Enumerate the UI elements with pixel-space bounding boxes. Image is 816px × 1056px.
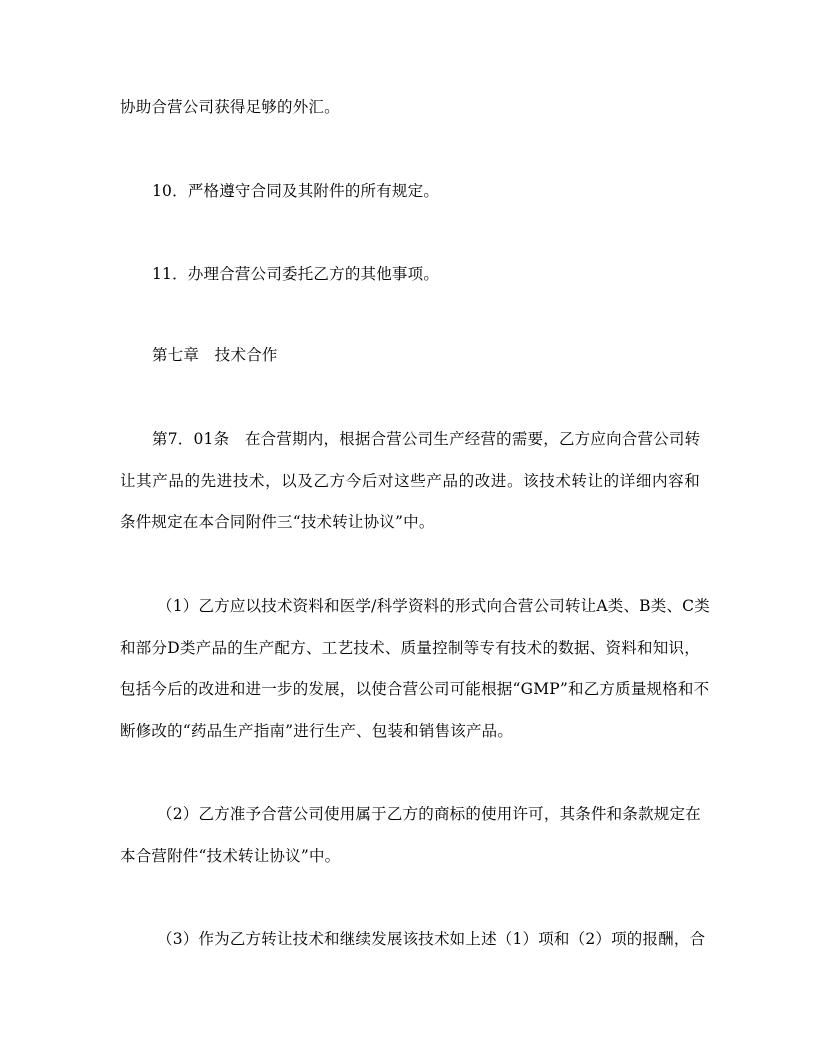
clause-line: 本合营附件“技术转让协议”中。 [120,847,341,865]
chapter-heading: 第七章 技术合作 [152,346,278,364]
article-line: 让其产品的先进技术，以及乙方今后对这些产品的改进。该技术转让的详细内容和 [120,472,700,490]
article-line: 第7．01条 在合营期内，根据合营公司生产经营的需要，乙方应向合营公司转 [152,430,701,448]
clause-line: （1）乙方应以技术资料和医学/科学资料的形式向合营公司转让A类、B类、C类 [157,597,710,615]
clause-line: 包括今后的改进和进一步的发展，以使合营公司可能根据“GMP”和乙方质量规格和不 [120,680,710,698]
list-item-10: 10．严格遵守合同及其附件的所有规定。 [152,182,440,200]
clause-line: （3）作为乙方转让技术和继续发展该技术如上述（1）项和（2）项的报酬，合 [157,930,706,948]
clause-line: 和部分D类产品的生产配方、工艺技术、质量控制等专有技术的数据、资料和知识， [120,639,700,657]
clause-line: （2）乙方准予合营公司使用属于乙方的商标的使用许可，其条件和条款规定在 [157,805,701,823]
list-item-11: 11．办理合营公司委托乙方的其他事项。 [152,265,440,283]
clause-line: 断修改的“药品生产指南”进行生产、包装和销售该产品。 [120,722,514,740]
paragraph-line: 协助合营公司获得足够的外汇。 [120,98,340,116]
article-line: 条件规定在本合同附件三“技术转让协议”中。 [120,513,435,531]
